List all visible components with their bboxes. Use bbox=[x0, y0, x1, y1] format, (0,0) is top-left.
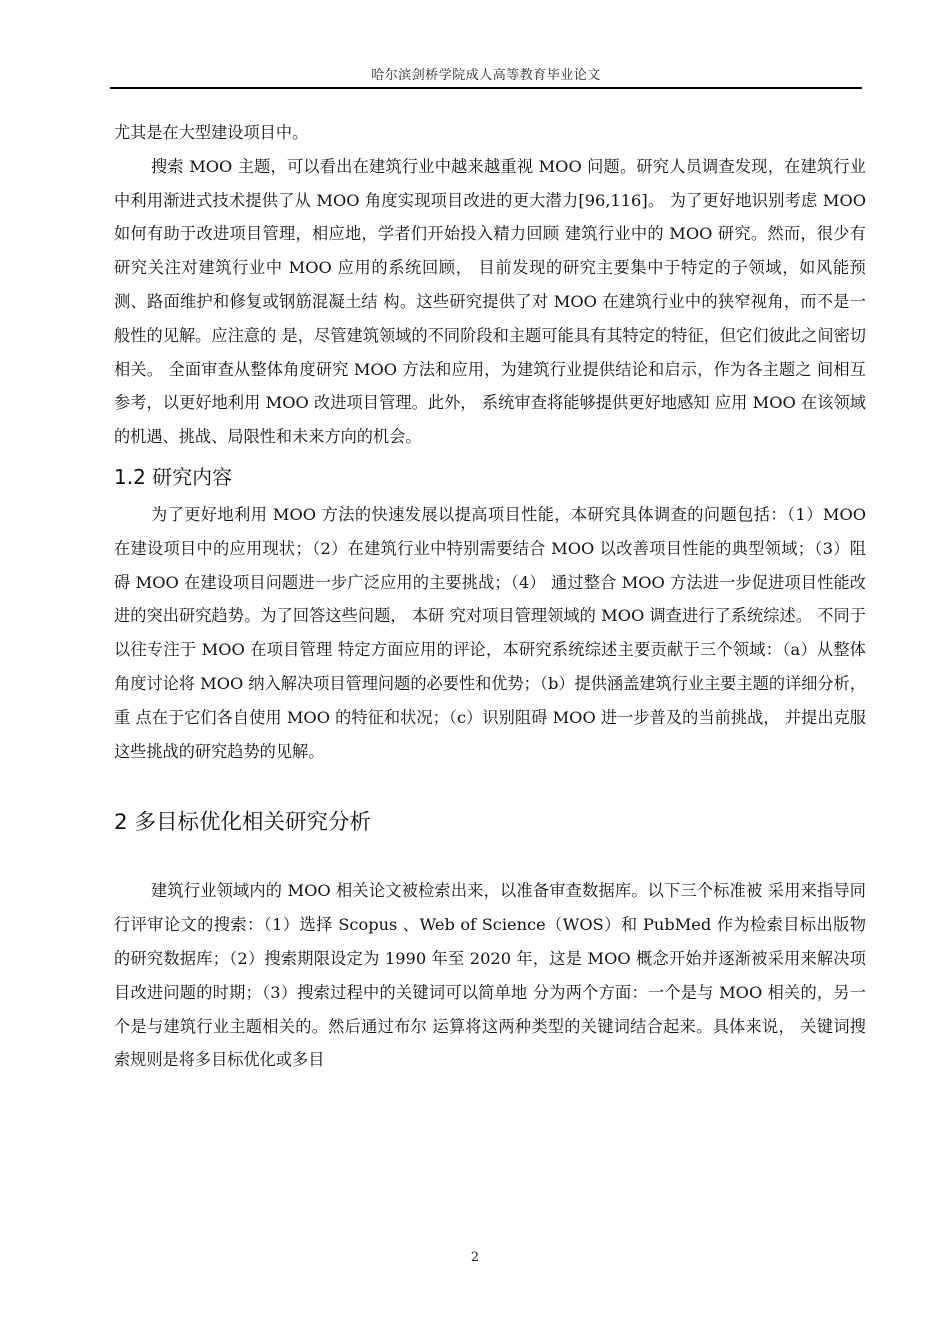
paragraph-moo-review: 搜索 MOO 主题，可以看出在建筑行业中越来越重视 MOO 问题。研究人员调查发现，在建筑行业中利用渐进式技术提供了从 MOO 角度实现项目改进的更大潜力[96,116]。 为了更好地识别考虑 MOO 如何有助于改进项目管理，相应地，学者们开始投入精力回顾 建筑行业中的 MOO 研究。然而，很少有研究关注对建筑行业中 MOO 应用的系统回顾， 目前发现的研究主要集中于特定的子领域，如风能预测、路面维护和修复或钢筋混凝土结 构。这些研究提供了对 MOO 在建筑行业中的狭窄视角，而不是一般性的见解。应注意的 是，尽管建筑领域的不同阶段和主题可能具有其特定的特征，但它们彼此之间密切相关。 全面审查从整体角度研究 MOO 方法和应用，为建筑行业提供结论和启示，作为各主题之 间相互参考，以更好地利用 MOO 改进项目管理。此外， 系统审查将能够提供更好地感知 应用 MOO 在该领域的机遇、挑战、局限性和未来方向的机会。 bbox=[114, 156, 866, 447]
section-heading-2: 2 多目标优化相关研究分析 bbox=[114, 810, 372, 836]
page-number: 2 bbox=[470, 1250, 480, 1265]
paragraph-search-criteria: 建筑行业领域内的 MOO 相关论文被检索出来，以准备审查数据库。以下三个标准被 采用来指导同行评审论文的搜索：（1）选择 Scopus 、Web of Science（WOS）和 PubMed 作为检索目标出版物的研究数据库；（2）搜索期限设定为 1990 年至 2020 年，这是 MOO 概念开始并逐渐被采用来解决项目改进问题的时期；（3）搜索过程中的关键词可以简单地 分为两个方面：一个是与 MOO 相关的，另一个是与建筑行业主题相关的。然后通过布尔 运算将这两种类型的关键词结合起来。具体来说， 关键词搜索规则是将多目标优化或多目 bbox=[114, 881, 866, 1070]
body-text bbox=[114, 116, 866, 1077]
running-header: 哈尔滨剑桥学院成人高等教育毕业论文 bbox=[371, 68, 601, 83]
header-rule bbox=[110, 87, 862, 89]
paragraph-research-content: 为了更好地利用 MOO 方法的快速发展以提高项目性能，本研究具体调查的问题包括：（1）MOO 在建设项目中的应用现状；（2）在建筑行业中特别需要结合 MOO 以改善项目性能的典型领域；（3）阻碍 MOO 在建设项目问题进一步广泛应用的主要挑战；（4） 通过整合 MOO 方法进一步促进项目性能改进的突出研究趋势。为了回答这些问题， 本研 究对项目管理领域的 MOO 调查进行了系统综述。 不同于以往专注于 MOO 在项目管理 特定方面应用的评论，本研究系统综述主要贡献于三个领域：（a）从整体角度讨论将 MOO 纳入解决项目管理问题的必要性和优势；（b）提供涵盖建筑行业主要主题的详细分析，重 点在于它们各自使用 MOO 的特征和状况；（c）识别阻碍 MOO 进一步普及的当前挑战， 并提出克服这些挑战的研究趋势的见解。 bbox=[114, 504, 866, 761]
section-heading-1-2: 1.2 研究内容 bbox=[114, 464, 233, 489]
paragraph-continuation: 尤其是在大型建设项目中。 bbox=[114, 123, 309, 142]
